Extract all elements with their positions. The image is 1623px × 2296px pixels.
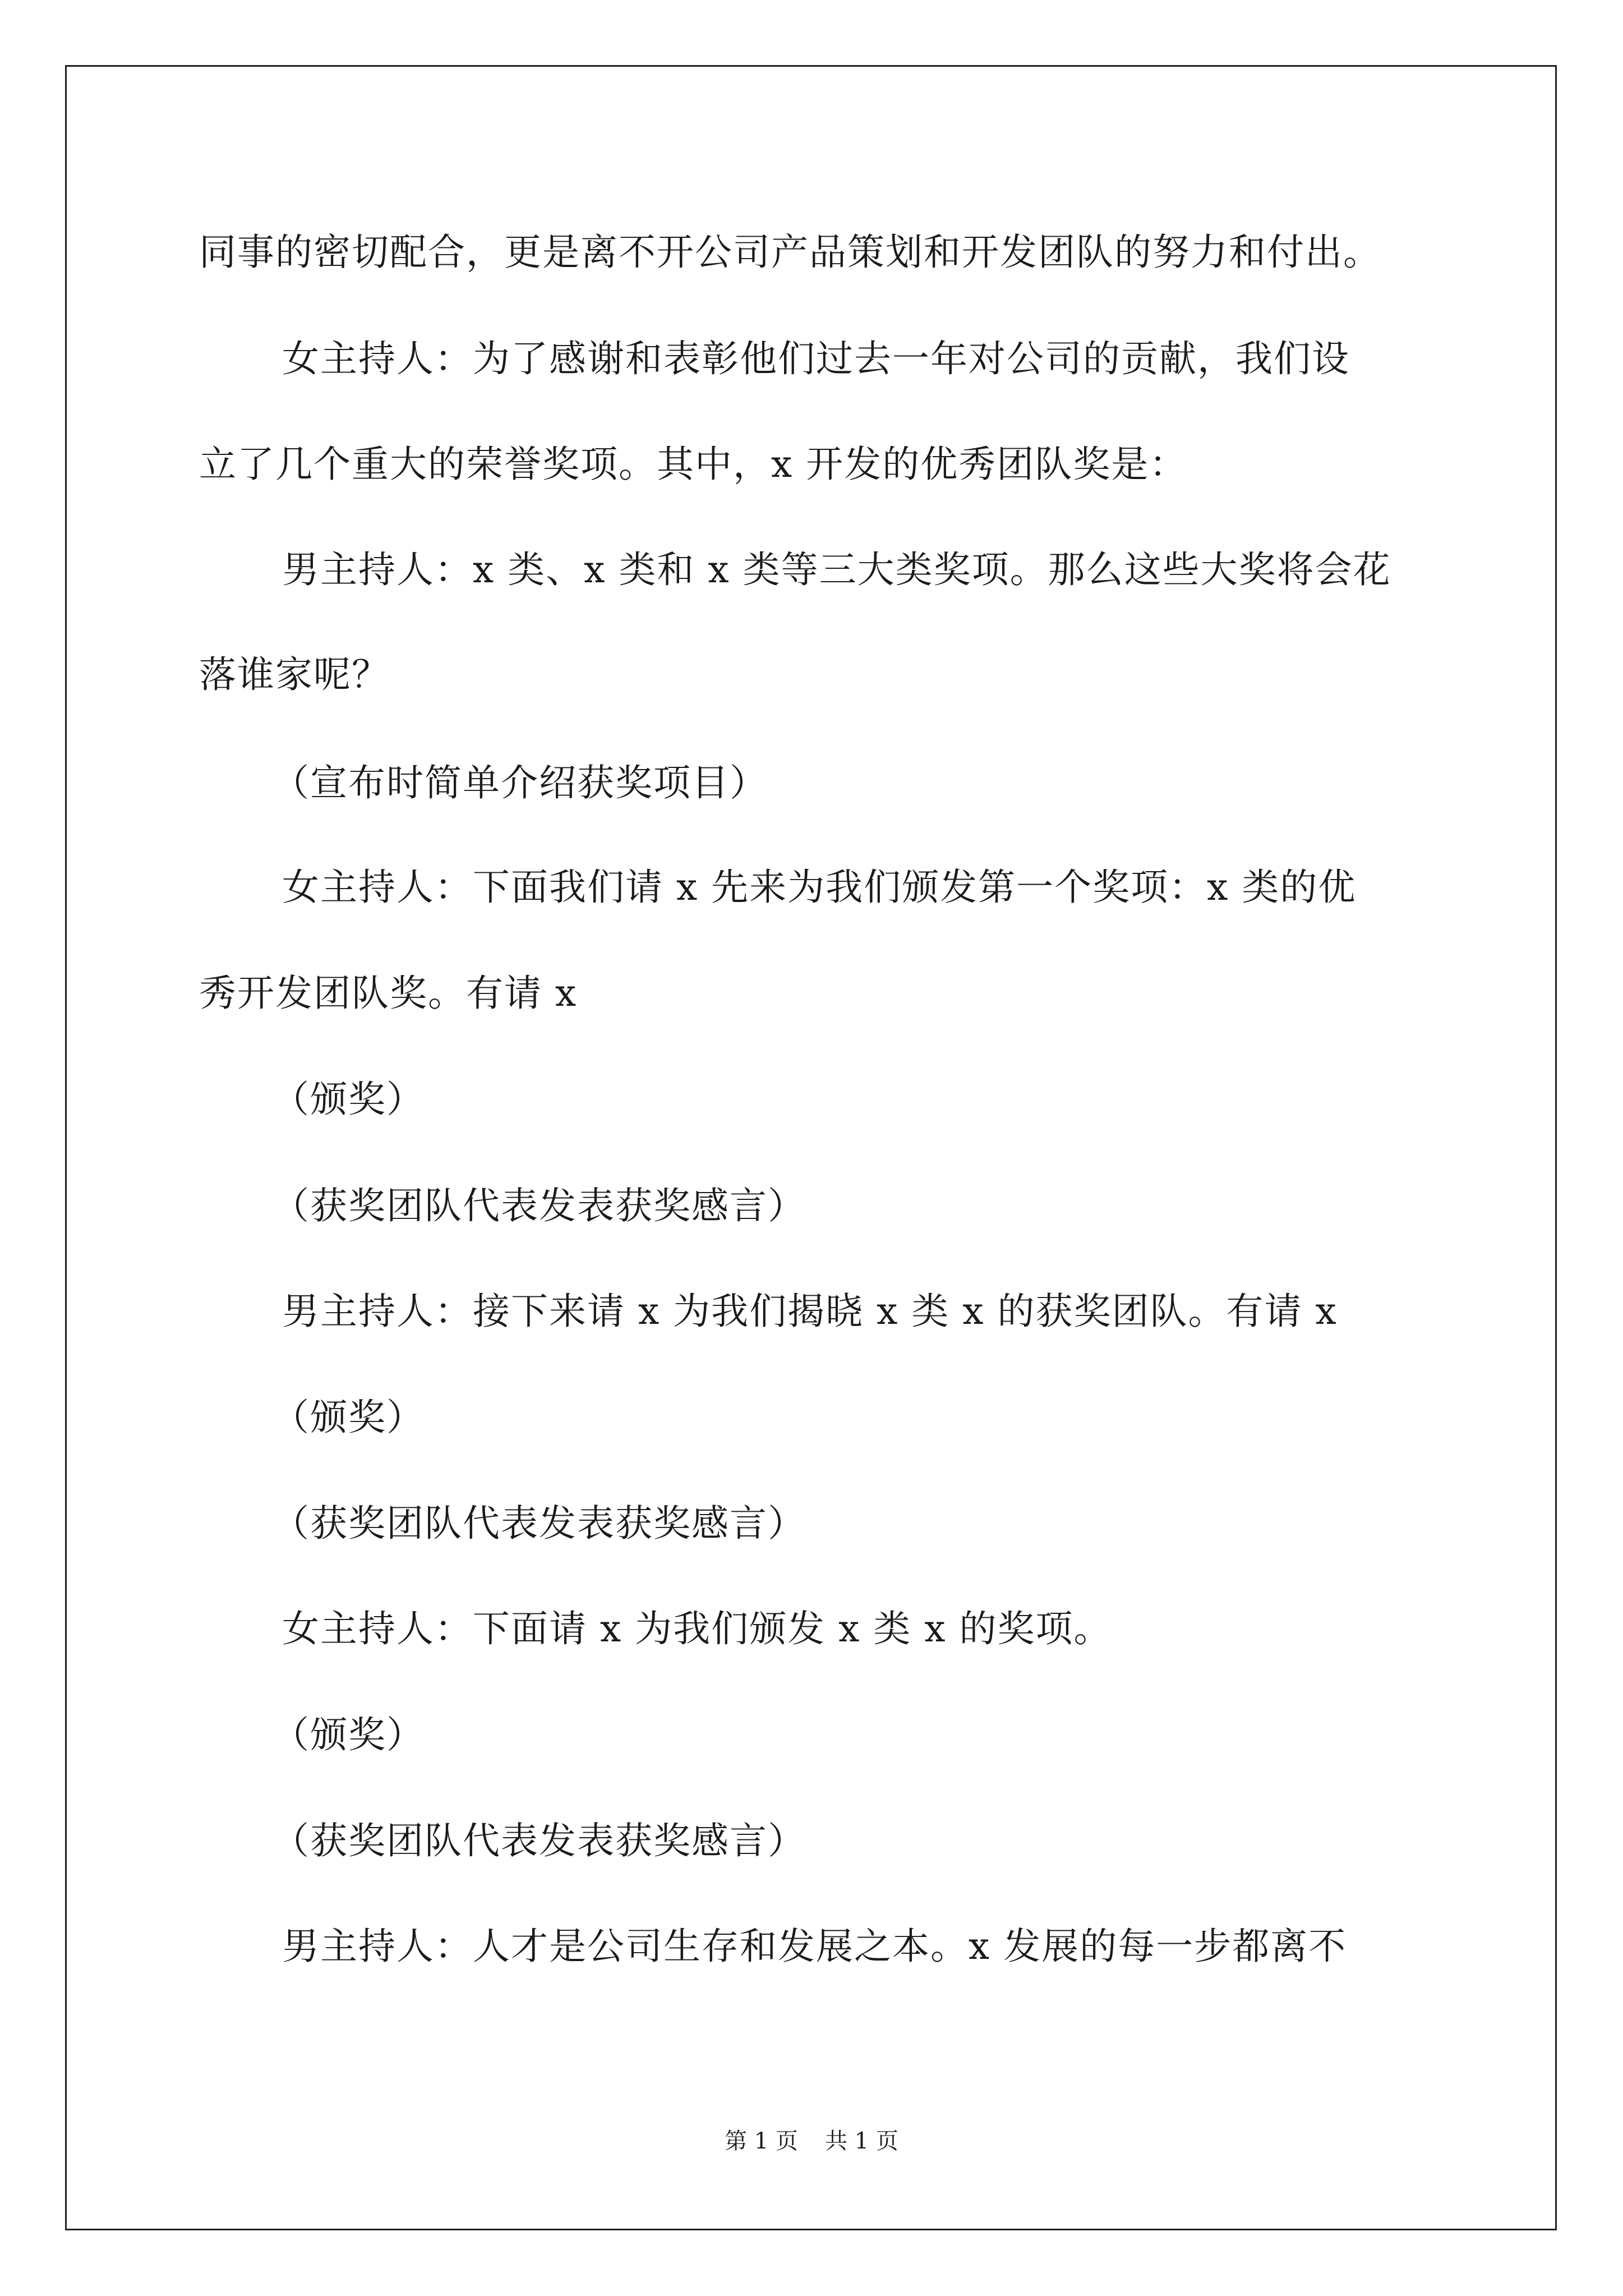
page-total: 共 1 页	[825, 2128, 898, 2154]
text-line: 女主持人：下面请 x 为我们颁发 x 类 x 的奖项。	[282, 1607, 1112, 1650]
page-border	[65, 65, 1557, 2230]
text-line: （获奖团队代表发表获奖感言）	[272, 1502, 806, 1545]
text-line: 落谁家呢？	[199, 653, 390, 696]
text-line: 女主持人：为了感谢和表彰他们过去一年对公司的贡献，我们设	[282, 337, 1350, 380]
text-line: （宣布时简单介绍获奖项目）	[272, 761, 768, 804]
text-line: （颁奖）	[272, 1396, 425, 1439]
page-footer	[0, 2127, 1623, 2155]
text-line: 同事的密切配合，更是离不开公司产品策划和开发团队的努力和付出。	[199, 231, 1381, 274]
text-line: （获奖团队代表发表获奖感言）	[272, 1819, 806, 1862]
text-line: 男主持人：x 类、x 类和 x 类等三大类奖项。那么这些大奖将会花	[282, 548, 1391, 591]
text-line: （颁奖）	[272, 1078, 425, 1121]
text-line: 秀开发团队奖。有请 x	[199, 972, 578, 1015]
text-line: （颁奖）	[272, 1713, 425, 1756]
page-number: 第 1 页	[725, 2128, 798, 2154]
text-line: 女主持人：下面我们请 x 先来为我们颁发第一个奖项：x 类的优	[282, 866, 1357, 909]
text-line: 男主持人：人才是公司生存和发展之本。x 发展的每一步都离不	[282, 1925, 1347, 1968]
text-line: 男主持人：接下来请 x 为我们揭晓 x 类 x 的获奖团队。有请 x	[282, 1290, 1338, 1333]
text-line: （获奖团队代表发表获奖感言）	[272, 1184, 806, 1227]
text-line: 立了几个重大的荣誉奖项。其中，x 开发的优秀团队奖是：	[199, 443, 1188, 486]
